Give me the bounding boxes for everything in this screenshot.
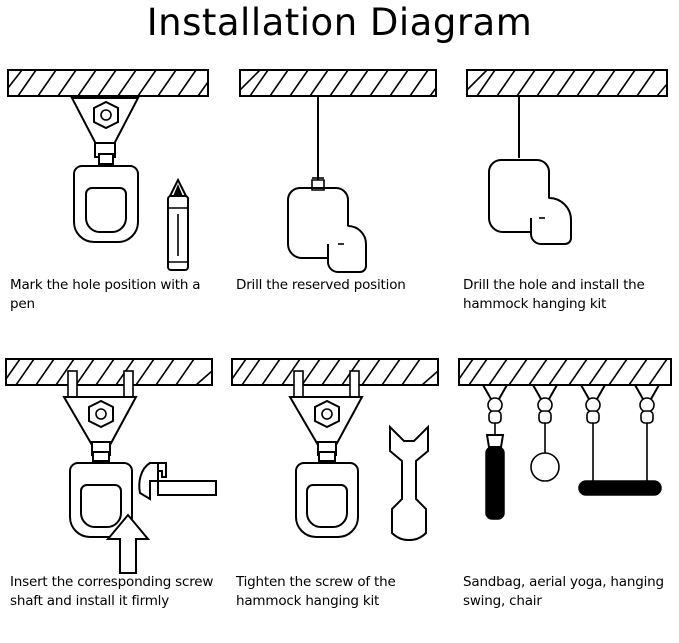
ball [531, 423, 559, 481]
step-caption-6: Sandbag, aerial yoga, hanging swing, chair [463, 574, 664, 609]
punching-bag [486, 423, 504, 519]
step-card-4 [0, 345, 226, 642]
hammer-screw-shaft-illustration [0, 345, 226, 577]
step-caption-2: Drill the reserved position [236, 277, 406, 293]
hex-nut [94, 102, 118, 128]
step-card-3 [453, 48, 679, 345]
ceiling-drill-hole-illustration [453, 48, 679, 280]
ceiling-drill-illustration [226, 48, 452, 280]
step-caption-3: Drill the hole and install the hammock hanging kit [463, 277, 645, 312]
ceiling-beam [232, 359, 438, 385]
accessories-hanging-illustration [453, 345, 679, 577]
marker-pen [168, 180, 188, 270]
ceiling-bracket-with-pen-illustration [0, 48, 226, 280]
ceiling-beam [459, 359, 671, 385]
swivel-hook-ring [74, 154, 138, 242]
four-anchor-points [483, 385, 659, 423]
step-caption-1: Mark the hole position with a pen [10, 277, 201, 312]
drill-bit [312, 96, 324, 180]
ceiling-beam [240, 70, 436, 96]
wrench-tighten-illustration [226, 345, 452, 577]
hammer [139, 463, 216, 499]
step-card-2 [226, 48, 452, 345]
power-drill [288, 180, 366, 272]
step-card-6 [453, 345, 679, 642]
ceiling-beam [467, 70, 667, 96]
hex-nut [89, 401, 113, 427]
open-end-wrench [390, 427, 428, 540]
swivel-hook-ring [296, 452, 358, 537]
step-card-1 [0, 48, 226, 345]
ceiling-beam [6, 359, 212, 385]
step-caption-4: Insert the corresponding screw shaft and install it firmly [10, 574, 214, 609]
hex-nut [315, 401, 339, 427]
step-card-5 [226, 345, 452, 642]
swing-seat [579, 423, 661, 495]
ceiling-beam [8, 70, 208, 96]
page-title: Installation Diagram [146, 1, 533, 44]
power-drill [489, 160, 571, 244]
step-caption-5: Tighten the screw of the hammock hanging kit [236, 574, 396, 609]
steps-grid [0, 48, 679, 643]
